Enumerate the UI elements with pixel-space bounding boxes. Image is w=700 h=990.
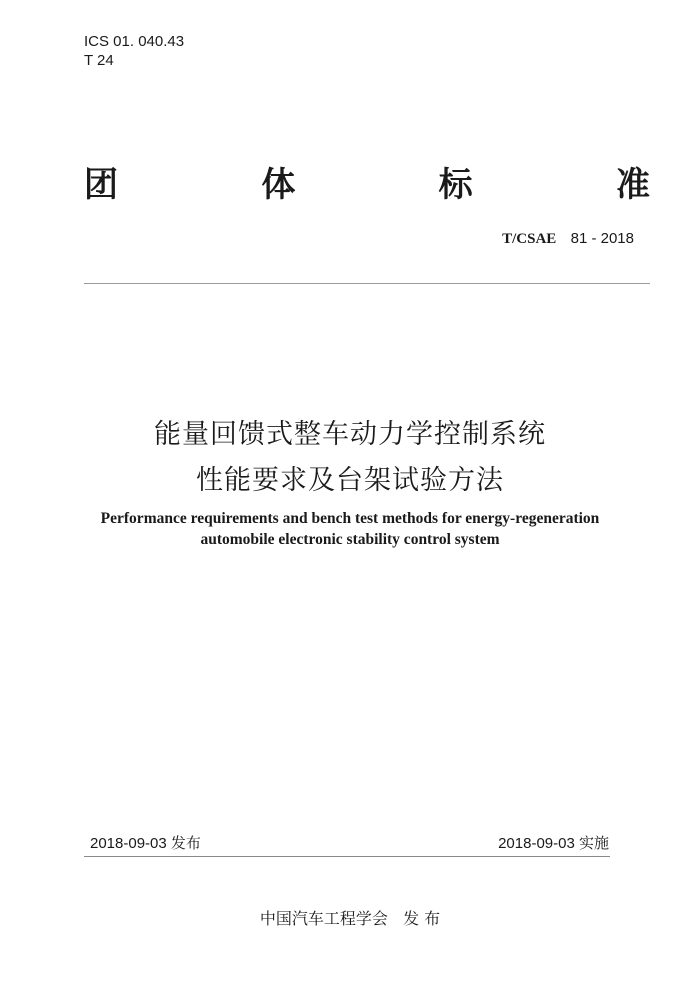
ics-code: ICS 01. 040.43 [84, 33, 185, 50]
standard-type-char: 标 [438, 165, 473, 205]
standard-code-prefix: T/CSAE [502, 231, 557, 247]
header-divider [84, 283, 650, 284]
standard-code-number: 81 - 2018 [570, 230, 634, 247]
publish-date: 2018-09-03 发布 [90, 835, 201, 852]
ics-classification [84, 32, 184, 70]
standard-type-char: 体 [261, 165, 296, 205]
class-code: T 24 [84, 52, 114, 69]
standard-type-heading [84, 160, 650, 210]
standard-code [502, 229, 634, 248]
title-cn-line1: 能量回馈式整车动力学控制系统 [154, 419, 546, 450]
standard-type-char: 准 [615, 165, 650, 205]
title-en-line2: automobile electronic stability control system [200, 531, 500, 548]
standard-type-char: 团 [84, 165, 118, 205]
implement-date: 2018-09-03 实施 [498, 835, 609, 852]
title-cn-line2: 性能要求及台架试验方法 [196, 465, 504, 496]
publisher: 中国汽车工程学会 发 布 [259, 909, 441, 928]
footer-divider [84, 856, 610, 857]
title-en-line1: Performance requirements and bench test methods for energy-regeneration [100, 510, 600, 527]
